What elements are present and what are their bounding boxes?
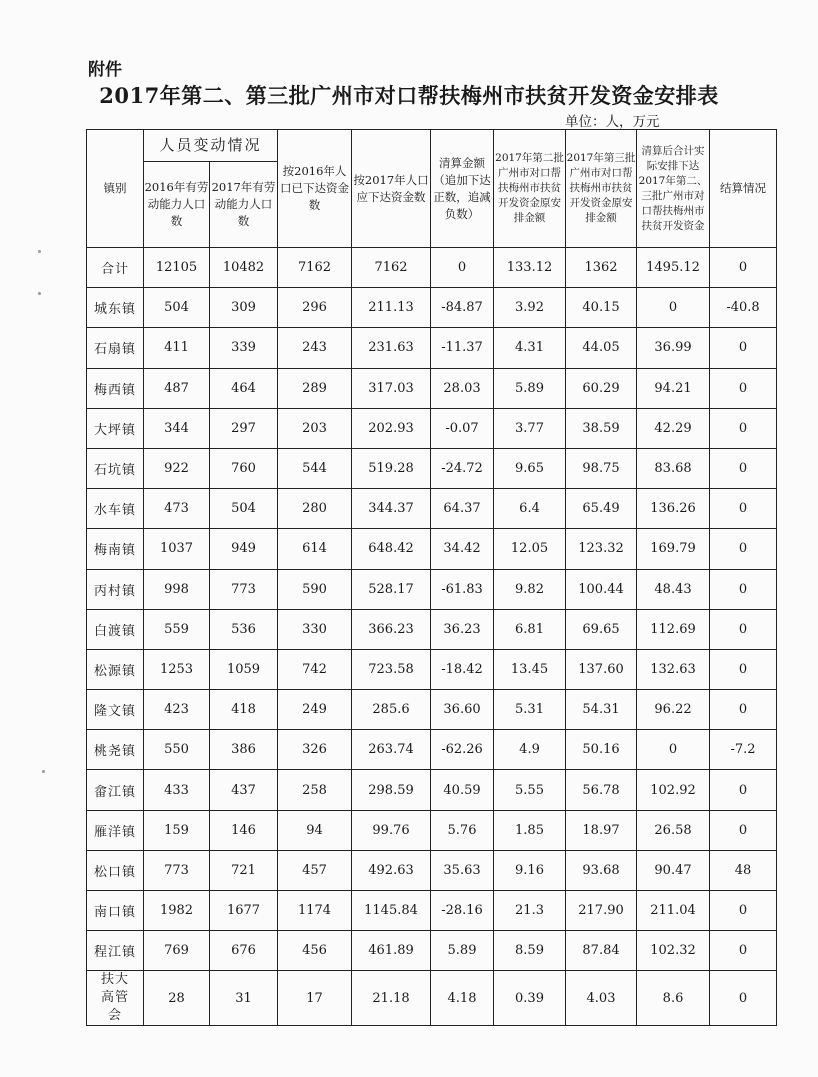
cell-settle-amount: 40.59 bbox=[431, 770, 494, 810]
cell-settle-amount: -11.37 bbox=[431, 328, 494, 368]
cell-batch2: 0.39 bbox=[494, 971, 566, 1026]
cell-funds-2017: 298.59 bbox=[352, 770, 431, 810]
cell-batch3: 1362 bbox=[566, 248, 637, 288]
table-row bbox=[87, 609, 777, 649]
cell-batch3: 18.97 bbox=[566, 810, 637, 850]
cell-people-2017: 146 bbox=[210, 810, 278, 850]
cell-funds-2016: 243 bbox=[278, 328, 352, 368]
cell-people-2017: 31 bbox=[210, 971, 278, 1026]
table-row bbox=[87, 288, 777, 328]
cell-settle-status: 0 bbox=[710, 931, 777, 971]
cell-town: 水车镇 bbox=[87, 489, 144, 529]
cell-people-2017: 1677 bbox=[210, 891, 278, 931]
cell-funds-2017: 648.42 bbox=[352, 529, 431, 569]
cell-after-settlement: 169.79 bbox=[637, 529, 710, 569]
cell-after-settlement: 102.92 bbox=[637, 770, 710, 810]
cell-people-2017: 309 bbox=[210, 288, 278, 328]
cell-people-2016: 344 bbox=[144, 408, 210, 448]
cell-funds-2016: 590 bbox=[278, 569, 352, 609]
cell-funds-2017: 7162 bbox=[352, 248, 431, 288]
header-after-settlement: 清算后合计实际安排下达2017年第二、三批广州市对口帮扶梅州市扶贫开发资金 bbox=[637, 130, 710, 248]
cell-funds-2016: 17 bbox=[278, 971, 352, 1026]
cell-batch2: 5.31 bbox=[494, 690, 566, 730]
cell-funds-2016: 544 bbox=[278, 448, 352, 488]
cell-settle-status: 0 bbox=[710, 368, 777, 408]
cell-funds-2017: 285.6 bbox=[352, 690, 431, 730]
cell-funds-2016: 326 bbox=[278, 730, 352, 770]
cell-settle-amount: 64.37 bbox=[431, 489, 494, 529]
funds-allocation-table bbox=[86, 129, 777, 1026]
cell-people-2016: 1982 bbox=[144, 891, 210, 931]
cell-town: 松口镇 bbox=[87, 850, 144, 890]
cell-funds-2016: 258 bbox=[278, 770, 352, 810]
cell-batch3: 44.05 bbox=[566, 328, 637, 368]
cell-settle-status: 0 bbox=[710, 690, 777, 730]
cell-settle-amount: -61.83 bbox=[431, 569, 494, 609]
cell-people-2017: 760 bbox=[210, 448, 278, 488]
header-settle-amount: 清算金额（追加下达正数，追减负数） bbox=[431, 130, 494, 248]
header-2016-funds: 按2016年人口已下达资金数 bbox=[278, 130, 352, 248]
cell-people-2017: 773 bbox=[210, 569, 278, 609]
cell-town: 隆文镇 bbox=[87, 690, 144, 730]
cell-people-2017: 1059 bbox=[210, 649, 278, 689]
cell-people-2017: 418 bbox=[210, 690, 278, 730]
cell-town: 桃尧镇 bbox=[87, 730, 144, 770]
cell-funds-2016: 280 bbox=[278, 489, 352, 529]
header-2017-funds: 按2017年人口应下达资金数 bbox=[352, 130, 431, 248]
cell-after-settlement: 136.26 bbox=[637, 489, 710, 529]
cell-after-settlement: 48.43 bbox=[637, 569, 710, 609]
cell-settle-amount: 5.89 bbox=[431, 931, 494, 971]
cell-settle-amount: 0 bbox=[431, 248, 494, 288]
cell-town: 梅西镇 bbox=[87, 368, 144, 408]
cell-batch3: 60.29 bbox=[566, 368, 637, 408]
header-batch2: 2017年第二批广州市对口帮扶梅州市扶贫开发资金原安排金额 bbox=[494, 130, 566, 248]
cell-funds-2017: 211.13 bbox=[352, 288, 431, 328]
cell-settle-amount: 35.63 bbox=[431, 850, 494, 890]
cell-town: 合计 bbox=[87, 248, 144, 288]
cell-funds-2016: 249 bbox=[278, 690, 352, 730]
table-row bbox=[87, 850, 777, 890]
cell-town: 石坑镇 bbox=[87, 448, 144, 488]
table-row bbox=[87, 489, 777, 529]
cell-settle-amount: 28.03 bbox=[431, 368, 494, 408]
cell-batch2: 8.59 bbox=[494, 931, 566, 971]
cell-settle-status: 0 bbox=[710, 649, 777, 689]
cell-people-2017: 339 bbox=[210, 328, 278, 368]
cell-batch2: 5.89 bbox=[494, 368, 566, 408]
cell-town: 程江镇 bbox=[87, 931, 144, 971]
cell-batch2: 5.55 bbox=[494, 770, 566, 810]
table-row bbox=[87, 569, 777, 609]
cell-batch3: 69.65 bbox=[566, 609, 637, 649]
attachment-label: 附件 bbox=[88, 60, 122, 80]
table-row bbox=[87, 770, 777, 810]
cell-people-2017: 386 bbox=[210, 730, 278, 770]
cell-batch3: 56.78 bbox=[566, 770, 637, 810]
cell-funds-2017: 263.74 bbox=[352, 730, 431, 770]
cell-funds-2016: 456 bbox=[278, 931, 352, 971]
cell-people-2016: 922 bbox=[144, 448, 210, 488]
cell-batch2: 3.77 bbox=[494, 408, 566, 448]
cell-after-settlement: 132.63 bbox=[637, 649, 710, 689]
cell-after-settlement: 8.6 bbox=[637, 971, 710, 1026]
table-row bbox=[87, 529, 777, 569]
cell-funds-2017: 231.63 bbox=[352, 328, 431, 368]
cell-funds-2016: 1174 bbox=[278, 891, 352, 931]
cell-people-2016: 487 bbox=[144, 368, 210, 408]
header-2016-people: 2016年有劳动能力人口数 bbox=[144, 162, 210, 248]
cell-people-2016: 423 bbox=[144, 690, 210, 730]
cell-people-2016: 159 bbox=[144, 810, 210, 850]
cell-people-2016: 1037 bbox=[144, 529, 210, 569]
cell-after-settlement: 26.58 bbox=[637, 810, 710, 850]
cell-settle-status: 0 bbox=[710, 971, 777, 1026]
cell-settle-status: 0 bbox=[710, 569, 777, 609]
cell-batch2: 6.4 bbox=[494, 489, 566, 529]
cell-after-settlement: 94.21 bbox=[637, 368, 710, 408]
table-row bbox=[87, 810, 777, 850]
cell-funds-2016: 7162 bbox=[278, 248, 352, 288]
cell-batch2: 6.81 bbox=[494, 609, 566, 649]
cell-funds-2017: 1145.84 bbox=[352, 891, 431, 931]
cell-funds-2017: 461.89 bbox=[352, 931, 431, 971]
scan-speck bbox=[38, 292, 41, 295]
cell-settle-status: 0 bbox=[710, 328, 777, 368]
cell-town: 白渡镇 bbox=[87, 609, 144, 649]
cell-after-settlement: 83.68 bbox=[637, 448, 710, 488]
cell-settle-status: 0 bbox=[710, 248, 777, 288]
cell-people-2016: 559 bbox=[144, 609, 210, 649]
cell-after-settlement: 112.69 bbox=[637, 609, 710, 649]
cell-settle-status: 0 bbox=[710, 408, 777, 448]
header-batch3: 2017年第三批广州市对口帮扶梅州市扶贫开发资金原安排金额 bbox=[566, 130, 637, 248]
cell-settle-status: 0 bbox=[710, 529, 777, 569]
cell-batch2: 21.3 bbox=[494, 891, 566, 931]
cell-settle-status: 0 bbox=[710, 448, 777, 488]
cell-people-2016: 550 bbox=[144, 730, 210, 770]
table-row bbox=[87, 649, 777, 689]
cell-settle-amount: -62.26 bbox=[431, 730, 494, 770]
cell-after-settlement: 96.22 bbox=[637, 690, 710, 730]
table-row bbox=[87, 448, 777, 488]
cell-batch3: 65.49 bbox=[566, 489, 637, 529]
cell-settle-amount: 4.18 bbox=[431, 971, 494, 1026]
cell-people-2016: 12105 bbox=[144, 248, 210, 288]
cell-people-2016: 28 bbox=[144, 971, 210, 1026]
table-row bbox=[87, 931, 777, 971]
cell-settle-status: 48 bbox=[710, 850, 777, 890]
cell-funds-2017: 723.58 bbox=[352, 649, 431, 689]
cell-funds-2016: 742 bbox=[278, 649, 352, 689]
table-row bbox=[87, 328, 777, 368]
cell-people-2017: 676 bbox=[210, 931, 278, 971]
total-row bbox=[87, 248, 777, 288]
cell-batch2: 4.9 bbox=[494, 730, 566, 770]
cell-town: 松源镇 bbox=[87, 649, 144, 689]
cell-funds-2016: 457 bbox=[278, 850, 352, 890]
cell-people-2016: 773 bbox=[144, 850, 210, 890]
cell-people-2017: 721 bbox=[210, 850, 278, 890]
cell-batch3: 100.44 bbox=[566, 569, 637, 609]
cell-town: 南口镇 bbox=[87, 891, 144, 931]
cell-batch3: 93.68 bbox=[566, 850, 637, 890]
cell-funds-2017: 492.63 bbox=[352, 850, 431, 890]
cell-after-settlement: 211.04 bbox=[637, 891, 710, 931]
table-row bbox=[87, 368, 777, 408]
cell-people-2016: 769 bbox=[144, 931, 210, 971]
cell-batch3: 137.60 bbox=[566, 649, 637, 689]
cell-people-2017: 536 bbox=[210, 609, 278, 649]
cell-settle-status: -7.2 bbox=[710, 730, 777, 770]
cell-settle-status: 0 bbox=[710, 609, 777, 649]
cell-batch2: 13.45 bbox=[494, 649, 566, 689]
header-settle-status: 结算情况 bbox=[710, 130, 777, 248]
cell-batch3: 217.90 bbox=[566, 891, 637, 931]
cell-settle-amount: -18.42 bbox=[431, 649, 494, 689]
cell-settle-amount: -24.72 bbox=[431, 448, 494, 488]
cell-town: 石扇镇 bbox=[87, 328, 144, 368]
header-town: 镇别 bbox=[87, 130, 144, 248]
unit-label: 单位：人，万元 bbox=[565, 114, 660, 130]
cell-people-2017: 949 bbox=[210, 529, 278, 569]
cell-funds-2017: 202.93 bbox=[352, 408, 431, 448]
cell-batch3: 54.31 bbox=[566, 690, 637, 730]
table-body bbox=[87, 248, 777, 1026]
table-row bbox=[87, 690, 777, 730]
table-row bbox=[87, 891, 777, 931]
cell-people-2017: 504 bbox=[210, 489, 278, 529]
cell-settle-amount: 36.60 bbox=[431, 690, 494, 730]
cell-people-2016: 473 bbox=[144, 489, 210, 529]
cell-funds-2017: 317.03 bbox=[352, 368, 431, 408]
cell-funds-2017: 519.28 bbox=[352, 448, 431, 488]
header-2017-people: 2017年有劳动能力人口数 bbox=[210, 162, 278, 248]
cell-after-settlement: 102.32 bbox=[637, 931, 710, 971]
cell-batch2: 133.12 bbox=[494, 248, 566, 288]
cell-people-2017: 10482 bbox=[210, 248, 278, 288]
cell-settle-amount: -84.87 bbox=[431, 288, 494, 328]
cell-town: 雁洋镇 bbox=[87, 810, 144, 850]
cell-settle-amount: -0.07 bbox=[431, 408, 494, 448]
cell-settle-status: -40.8 bbox=[710, 288, 777, 328]
cell-people-2017: 464 bbox=[210, 368, 278, 408]
cell-people-2016: 504 bbox=[144, 288, 210, 328]
cell-after-settlement: 0 bbox=[637, 730, 710, 770]
cell-funds-2016: 296 bbox=[278, 288, 352, 328]
table-row bbox=[87, 730, 777, 770]
cell-funds-2017: 528.17 bbox=[352, 569, 431, 609]
cell-town: 大坪镇 bbox=[87, 408, 144, 448]
cell-batch2: 12.05 bbox=[494, 529, 566, 569]
cell-settle-status: 0 bbox=[710, 770, 777, 810]
cell-batch3: 123.32 bbox=[566, 529, 637, 569]
header-people-group: 人员变动情况 bbox=[144, 130, 278, 162]
cell-settle-amount: 34.42 bbox=[431, 529, 494, 569]
cell-funds-2016: 94 bbox=[278, 810, 352, 850]
cell-after-settlement: 1495.12 bbox=[637, 248, 710, 288]
cell-funds-2016: 330 bbox=[278, 609, 352, 649]
cell-batch3: 98.75 bbox=[566, 448, 637, 488]
table-row bbox=[87, 408, 777, 448]
cell-settle-amount: 5.76 bbox=[431, 810, 494, 850]
cell-funds-2017: 21.18 bbox=[352, 971, 431, 1026]
page-title: 2017年第二、第三批广州市对口帮扶梅州市扶贫开发资金安排表 bbox=[99, 83, 719, 108]
cell-batch2: 3.92 bbox=[494, 288, 566, 328]
cell-town: 梅南镇 bbox=[87, 529, 144, 569]
cell-settle-amount: -28.16 bbox=[431, 891, 494, 931]
cell-town: 城东镇 bbox=[87, 288, 144, 328]
cell-after-settlement: 42.29 bbox=[637, 408, 710, 448]
cell-settle-status: 0 bbox=[710, 891, 777, 931]
cell-batch3: 40.15 bbox=[566, 288, 637, 328]
cell-batch2: 1.85 bbox=[494, 810, 566, 850]
cell-funds-2016: 203 bbox=[278, 408, 352, 448]
cell-town: 扶大高管会 bbox=[87, 971, 144, 1026]
cell-after-settlement: 36.99 bbox=[637, 328, 710, 368]
scan-speck bbox=[38, 250, 41, 253]
cell-town: 丙村镇 bbox=[87, 569, 144, 609]
cell-people-2016: 998 bbox=[144, 569, 210, 609]
cell-after-settlement: 90.47 bbox=[637, 850, 710, 890]
cell-settle-status: 0 bbox=[710, 810, 777, 850]
cell-funds-2017: 344.37 bbox=[352, 489, 431, 529]
cell-batch3: 87.84 bbox=[566, 931, 637, 971]
cell-town: 畲江镇 bbox=[87, 770, 144, 810]
cell-batch2: 9.16 bbox=[494, 850, 566, 890]
cell-people-2016: 433 bbox=[144, 770, 210, 810]
scan-speck bbox=[42, 770, 45, 773]
cell-people-2016: 1253 bbox=[144, 649, 210, 689]
cell-people-2017: 437 bbox=[210, 770, 278, 810]
table-row bbox=[87, 971, 777, 1026]
cell-funds-2016: 614 bbox=[278, 529, 352, 569]
cell-batch2: 9.82 bbox=[494, 569, 566, 609]
cell-funds-2017: 99.76 bbox=[352, 810, 431, 850]
cell-funds-2017: 366.23 bbox=[352, 609, 431, 649]
cell-after-settlement: 0 bbox=[637, 288, 710, 328]
cell-batch3: 4.03 bbox=[566, 971, 637, 1026]
cell-people-2016: 411 bbox=[144, 328, 210, 368]
cell-settle-amount: 36.23 bbox=[431, 609, 494, 649]
cell-funds-2016: 289 bbox=[278, 368, 352, 408]
cell-batch3: 50.16 bbox=[566, 730, 637, 770]
cell-batch2: 4.31 bbox=[494, 328, 566, 368]
cell-batch2: 9.65 bbox=[494, 448, 566, 488]
cell-settle-status: 0 bbox=[710, 489, 777, 529]
cell-batch3: 38.59 bbox=[566, 408, 637, 448]
cell-people-2017: 297 bbox=[210, 408, 278, 448]
